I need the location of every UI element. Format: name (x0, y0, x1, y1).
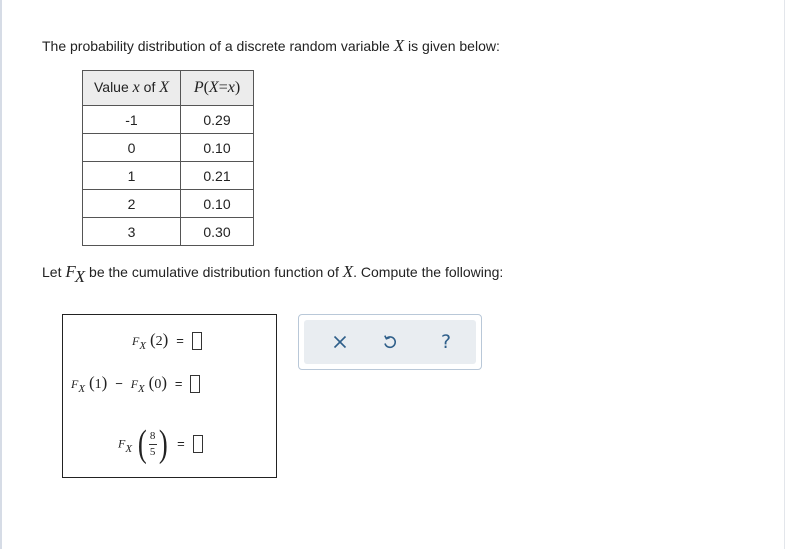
question-fx-8-over-5: $F_X$ ( $\frac{8}{5}$) = (118, 425, 203, 463)
intro-variable: X (393, 36, 405, 55)
cell-p: 0.10 (181, 190, 254, 218)
close-icon (333, 335, 347, 349)
help-button[interactable] (424, 320, 468, 364)
question-fx-2: $F_X$ (2) = (132, 330, 202, 350)
left-border (0, 0, 2, 549)
help-icon: ? (440, 331, 452, 353)
clear-button[interactable] (318, 320, 362, 364)
intro-text-end: is given below: (404, 38, 500, 54)
answer-panel (62, 314, 277, 478)
answer-input-fx-difference[interactable] (190, 375, 200, 393)
table-header-row (83, 71, 254, 106)
header-value-x: Value x of X (83, 71, 181, 106)
cell-x: 0 (83, 134, 181, 162)
cell-x: 2 (83, 190, 181, 218)
answer-input-fx-2[interactable] (192, 332, 202, 350)
answer-toolbar (298, 314, 482, 370)
cdf-instruction: Let FX be the cumulative distribution function of X. Compute the following: (42, 262, 504, 286)
cell-p: 0.21 (181, 162, 254, 190)
question-fx-1-minus-fx-0: $F_X$ $(1) - F_X$ (0) = (71, 373, 200, 393)
toolbar-inner (304, 320, 476, 364)
intro-text: The probability distribution of a discrete random variable (42, 38, 394, 54)
table-row (83, 190, 254, 218)
header-probability: P(X=x) (181, 71, 254, 106)
answer-input-fx-fraction[interactable] (193, 435, 203, 453)
table-row (83, 134, 254, 162)
fraction-8-over-5: $\frac{8}{5}$ (149, 430, 156, 458)
undo-icon (382, 334, 398, 350)
table-row (83, 106, 254, 134)
cdf-symbol: F (65, 262, 76, 281)
table-row (83, 162, 254, 190)
distribution-table (82, 70, 254, 246)
cell-p: 0.30 (181, 218, 254, 246)
problem-intro (42, 36, 500, 56)
cell-x: 3 (83, 218, 181, 246)
undo-button[interactable] (368, 320, 412, 364)
cell-p: 0.10 (181, 134, 254, 162)
cell-x: -1 (83, 106, 181, 134)
table-row (83, 218, 254, 246)
cell-p: 0.29 (181, 106, 254, 134)
cell-x: 1 (83, 162, 181, 190)
